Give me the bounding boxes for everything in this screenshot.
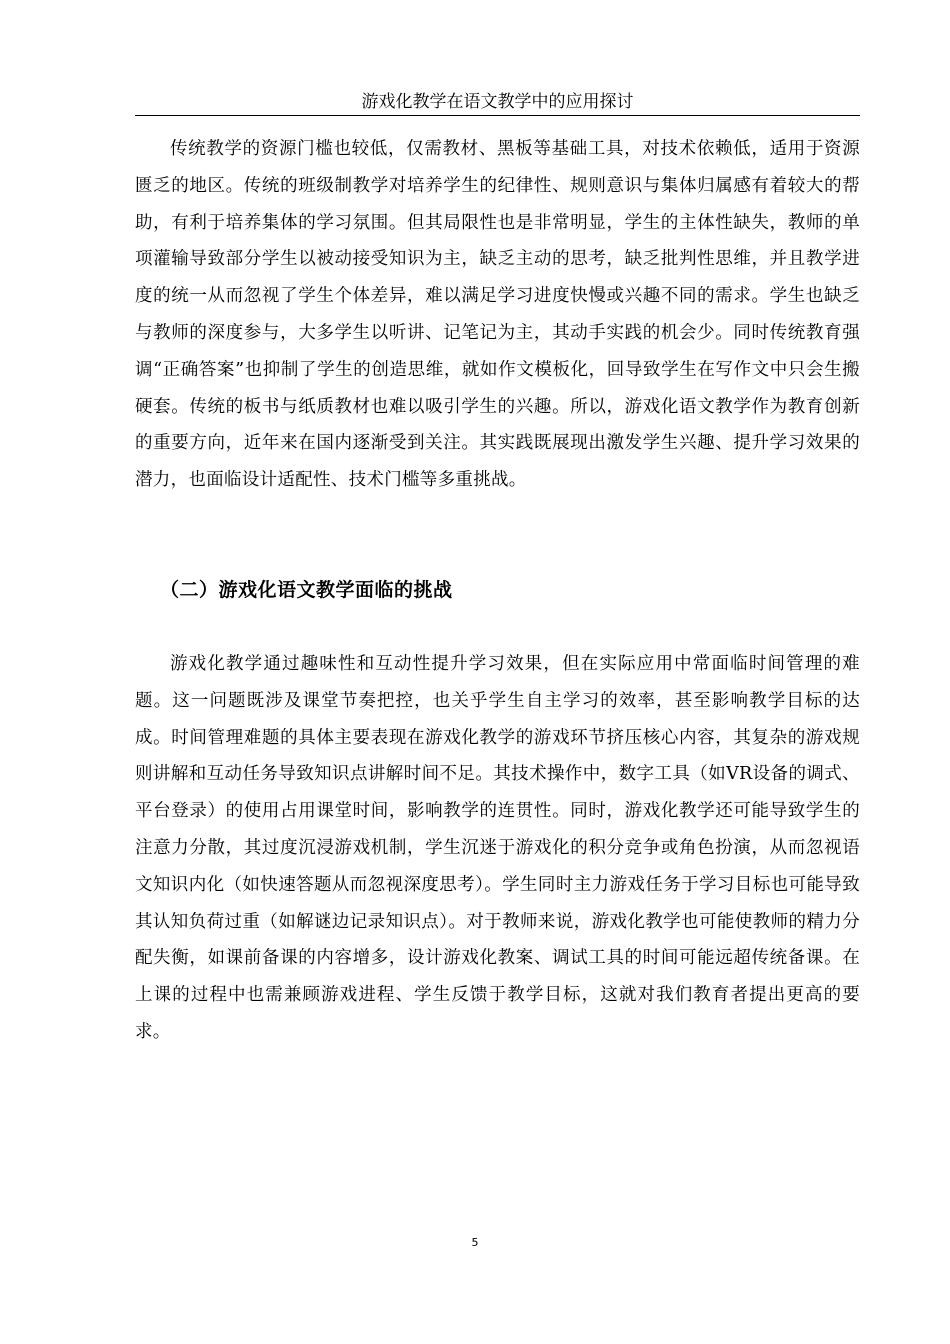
section-heading: （二）游戏化语文教学面临的挑战 [160,579,453,601]
body-paragraph-1: 传统教学的资源门槛也较低，仅需教材、黑板等基础工具，对技术依赖低，适用于资源匮乏的地区。传统的班级制教学对培养学生的纪律性、规则意识与集体归属感有着较大的帮助，有利于培养集体的学习氛围。但其局限性也是非常明显，学生的主体性缺失，教师的单项灌输导致部分学生以被动接受知识为主，缺乏主动的思考，缺乏批判性思维，并且教学进度的统一从而忽视了学生个体差异，难以满足学习进度快慢或兴趣不同的需求。学生也缺乏与教师的深度参与，大多学生以听讲、记笔记为主，其动手实践的机会少。同时传统教育强调“正确答案”也抑制了学生的创造思维，就如作文模板化，回导致学生在写作文中只会生搬硬套。传统的板书与纸质教材也难以吸引学生的兴趣。所以，游戏化语文教学作为教育创新的重要方向，近年来在国内逐渐受到关注。其实践既展现出激发学生兴趣、提升学习效果的潜力，也面临设计适配性、技术门槛等多重挑战。 [135,139,860,491]
page-number: 5 [471,1236,479,1249]
header-divider [135,115,860,116]
body-paragraph-2: 游戏化教学通过趣味性和互动性提升学习效果，但在实际应用中常面临时间管理的难题。这一问题既涉及课堂节奏把控，也关乎学生自主学习的效率，甚至影响教学目标的达成。时间管理难题的具体主要表现在游戏化教学的游戏环节挤压核心内容，其复杂的游戏规则讲解和互动任务导致知识点讲解时间不足。其技术操作中，数字工具（如VR设备的调式、平台登录）的使用占用课堂时间，影响教学的连贯性。同时，游戏化教学还可能导致学生的注意力分散，其过度沉浸游戏机制，学生沉迷于游戏化的积分竞争或角色扮演，从而忽视语文知识内化（如快速答题从而忽视深度思考）。学生同时主力游戏任务于学习目标也可能导致其认知负荷过重（如解谜边记录知识点）。对于教师来说，游戏化教学也可能使教师的精力分配失衡，如课前备课的内容增多，设计游戏化教案、调试工具的时间可能远超传统备课。在上课的过程中也需兼顾游戏进程、学生反馈于教学目标，这就对我们教育者提出更高的要求。 [135,654,860,1042]
running-header-title: 游戏化教学在语文教学中的应用探讨 [361,92,634,112]
